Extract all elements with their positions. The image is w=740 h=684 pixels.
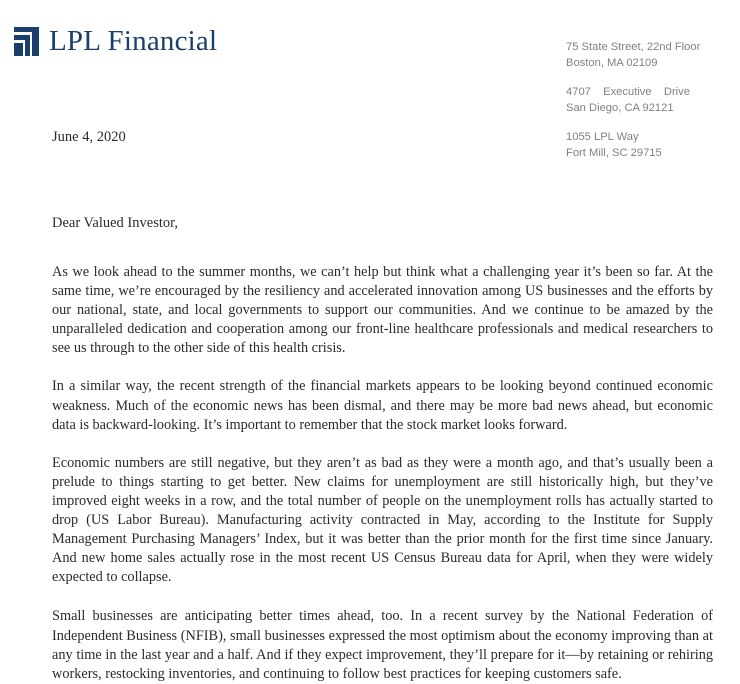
letter-paragraph: Economic numbers are still negative, but they aren’t as bad as they were a month ago, and that’s usually been a prelude to things starting to get better. New claims for unemployment are still historically high, but they’ve improved eight weeks in a row, and the total number of people on the unemployment rolls has actually started to drop (US Labor Bureau). Manufacturing activity contracted in May, according to the Institute for Supply Management Purchasing Managers’ Index, but it was better than the prior month for the first time since January. And new home sales actually rose in the most recent US Census Bureau data for April, when they were widely expected to collapse. [52, 454, 713, 586]
letter-paragraph: In a similar way, the recent strength of the financial markets appears to be looking beyond continued economic weakness. Much of the economic news has been dismal, and there may be more bad news ahead, but economic data is backward-looking. It’s important to remember that the stock market looks forward. [52, 378, 713, 433]
address-line-street [566, 85, 690, 101]
address-line-street: 1055 LPL Way [566, 131, 639, 143]
address-line-city: Fort Mill, SC 29715 [566, 146, 662, 159]
address-block-boston [566, 40, 740, 71]
lpl-spiral-mark-icon [14, 27, 39, 56]
address-street-type: Drive [663, 86, 690, 98]
letter-date: June 4, 2020 [52, 129, 126, 145]
letter-paragraph: As we look ahead to the summer months, we can’t help but think what a challenging year it’s been so far. At the same time, we’re encouraged by the resiliency and accelerated innovation among US businesses and the efforts by our national, state, and local governments to support our communities. And we continue to be amazed by the unparalleled dedication and cooperation among our front-line healthcare professionals and medical researchers to see us through to the other side of this health crisis. [52, 264, 713, 357]
brand-lockup [14, 27, 217, 56]
letter-paragraph: Small businesses are anticipating better times ahead, too. In a recent survey by the National Federation of Independent Business (NFIB), small businesses expressed the most optimism about the economy improving than at any time in the last year and a half. And if they expect improvement, they’ll prepare for it—by retaining or rehiring workers, restocking inventories, and continuing to follow best practices for keeping customers safe. [52, 608, 713, 682]
address-line-city: San Diego, CA 92121 [566, 101, 674, 114]
letter-salutation: Dear Valued Investor, [52, 215, 178, 231]
address-line-city: Boston, MA 02109 [566, 56, 658, 69]
address-street-name: Executive [603, 86, 652, 98]
address-street-number: 4707 [566, 86, 591, 98]
address-block-san-diego [566, 85, 740, 116]
brand-name: LPL Financial [49, 25, 218, 57]
address-line-street: 75 State Street, 22nd Floor [566, 41, 701, 53]
letter-body [52, 128, 713, 684]
